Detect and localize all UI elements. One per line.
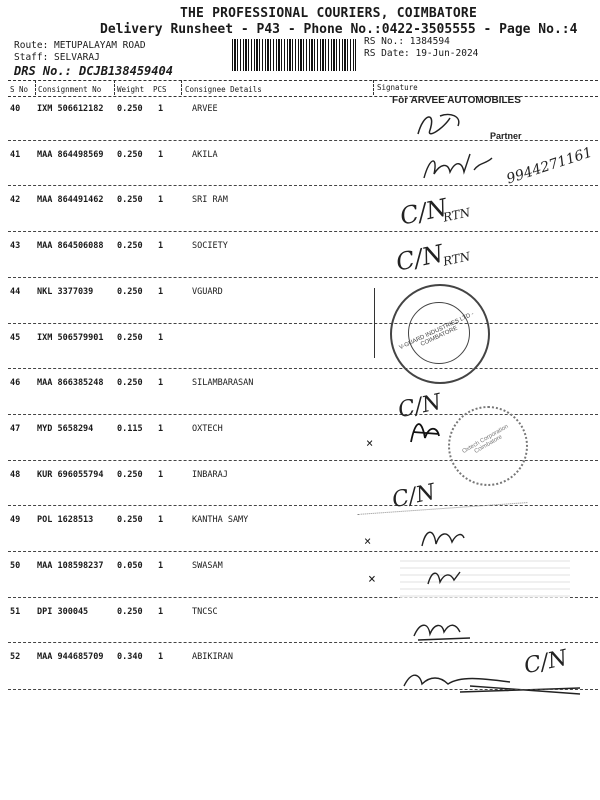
row-consignee: AKILA <box>192 150 218 160</box>
row-separator <box>8 689 598 690</box>
row-separator <box>8 551 598 552</box>
row-weight: 0.250 <box>117 607 143 617</box>
header-top-rule <box>8 80 598 81</box>
row-pcs: 1 <box>158 195 164 205</box>
row-weight: 0.250 <box>117 195 143 205</box>
vguard-seal-text: V-GUARD INDUSTRIES LTD - COIMBATORE <box>398 311 475 352</box>
row-consignment: MAA 866385248 <box>37 378 104 388</box>
row-sno: 40 <box>10 104 21 114</box>
row-pcs: 1 <box>158 150 164 160</box>
arvee-stamp-text: For ARVEE AUTOMOBILES <box>392 95 521 106</box>
signature-mark <box>400 664 590 700</box>
column-header-weight: Weight <box>117 85 145 94</box>
row-sno: 46 <box>10 378 21 388</box>
oxtech-seal-text: Oxtech Corporation Coimbatore <box>461 423 510 456</box>
runsheet-subtitle: Delivery Runsheet - P43 - Phone No.:0422-3505555 - Page No.:4 <box>100 22 578 37</box>
document-title: THE PROFESSIONAL COURIERS, COIMBATORE <box>180 6 477 21</box>
rs-number: RS No.: 1384594 <box>364 36 450 47</box>
row-consignment: MAA 864506088 <box>37 241 104 251</box>
row-consignment: MYD 5658294 <box>37 424 94 434</box>
cn-handwriting: C/N <box>395 389 444 424</box>
row-sno: 51 <box>10 607 21 617</box>
signature-mark <box>410 614 476 644</box>
row-pcs: 1 <box>158 515 164 525</box>
row-sno: 47 <box>10 424 21 434</box>
row-separator <box>8 642 598 643</box>
row-consignment: POL 1628513 <box>37 515 94 525</box>
column-header-signature: Signature <box>377 83 418 92</box>
column-divider <box>35 80 36 95</box>
row-consignee: ABIKIRAN <box>192 652 233 662</box>
signature-mark <box>410 108 470 144</box>
row-separator <box>8 368 598 369</box>
row-consignment: MAA 864498569 <box>37 150 104 160</box>
row-separator <box>8 323 598 324</box>
signature-stroke <box>374 288 375 358</box>
row-consignee: SRI RAM <box>192 195 228 205</box>
row-consignee: SWASAM <box>192 561 223 571</box>
row-separator <box>8 231 598 232</box>
staff-label: Staff: SELVARAJ <box>14 52 100 63</box>
phone-handwriting: 9944271161 <box>504 144 595 188</box>
row-sno: 52 <box>10 652 21 662</box>
row-consignee: INBARAJ <box>192 470 228 480</box>
row-consignment: MAA 108598237 <box>37 561 104 571</box>
row-consignment: IXM 506579901 <box>37 333 104 343</box>
row-weight: 0.250 <box>117 241 143 251</box>
row-weight: 0.250 <box>117 378 143 388</box>
row-sno: 41 <box>10 150 21 160</box>
signature-mark <box>418 522 468 552</box>
row-consignee: ARVEE <box>192 104 218 114</box>
row-consignment: IXM 506612182 <box>37 104 104 114</box>
row-pcs: 1 <box>158 470 164 480</box>
cross-mark-icon: × <box>364 534 372 548</box>
column-divider <box>114 80 115 95</box>
row-weight: 0.050 <box>117 561 143 571</box>
row-weight: 0.250 <box>117 287 143 297</box>
row-separator <box>8 277 598 278</box>
drs-number: DRS No.: DCJB138459404 <box>14 64 173 78</box>
row-weight: 0.250 <box>117 104 143 114</box>
route-label: Route: METUPALAYAM ROAD <box>14 40 146 51</box>
row-sno: 42 <box>10 195 21 205</box>
row-consignee: OXTECH <box>192 424 223 434</box>
row-pcs: 1 <box>158 104 164 114</box>
column-divider <box>181 80 182 95</box>
row-sno: 45 <box>10 333 21 343</box>
row-consignee: KANTHA SAMY <box>192 515 249 525</box>
row-weight: 0.250 <box>117 515 143 525</box>
row-consignment: MAA 864491462 <box>37 195 104 205</box>
cn-handwriting: C/N <box>521 645 570 680</box>
row-pcs: 1 <box>158 333 164 343</box>
row-sno: 43 <box>10 241 21 251</box>
row-pcs: 1 <box>158 424 164 434</box>
row-sno: 50 <box>10 561 21 571</box>
row-pcs: 1 <box>158 287 164 297</box>
row-pcs: 1 <box>158 378 164 388</box>
row-consignee: VGUARD <box>192 287 223 297</box>
column-header-sno: S No <box>10 85 29 94</box>
row-weight: 0.115 <box>117 424 143 434</box>
row-consignment: NKL 3377039 <box>37 287 94 297</box>
rs-date: RS Date: 19-Jun-2024 <box>364 48 479 59</box>
cn-handwriting: C/N <box>393 239 446 277</box>
row-pcs: 1 <box>158 652 164 662</box>
row-sno: 49 <box>10 515 21 525</box>
signature-mark <box>405 412 445 448</box>
row-consignee: SILAMBARASAN <box>192 378 254 388</box>
row-pcs: 1 <box>158 607 164 617</box>
column-header-pcs: PCS <box>153 85 167 94</box>
rtn-handwriting: RTN <box>441 205 472 225</box>
barcode-icon <box>232 39 356 71</box>
cn-handwriting: C/N <box>389 479 438 514</box>
column-header-details: Consignee Details <box>185 85 262 94</box>
signature-mark <box>424 566 464 588</box>
row-consignee: TNCSC <box>192 607 218 617</box>
row-sno: 48 <box>10 470 21 480</box>
column-header-consignment: Consignment No <box>38 85 102 94</box>
row-weight: 0.250 <box>117 470 143 480</box>
signature-mark <box>420 150 500 184</box>
rtn-handwriting: RTN <box>441 249 472 269</box>
row-pcs: 1 <box>158 241 164 251</box>
row-consignee: SOCIETY <box>192 241 228 251</box>
column-divider <box>373 80 374 95</box>
row-weight: 0.250 <box>117 150 143 160</box>
partner-label: Partner <box>490 131 522 141</box>
cross-mark-icon: × <box>368 572 376 587</box>
cross-mark-icon: × <box>366 436 374 450</box>
row-consignment: DPI 300045 <box>37 607 89 617</box>
cn-handwriting: C/N <box>397 193 450 231</box>
row-consignment: KUR 696055794 <box>37 470 104 480</box>
row-consignment: MAA 944685709 <box>37 652 104 662</box>
row-pcs: 1 <box>158 561 164 571</box>
row-weight: 0.340 <box>117 652 143 662</box>
row-sno: 44 <box>10 287 21 297</box>
row-weight: 0.250 <box>117 333 143 343</box>
